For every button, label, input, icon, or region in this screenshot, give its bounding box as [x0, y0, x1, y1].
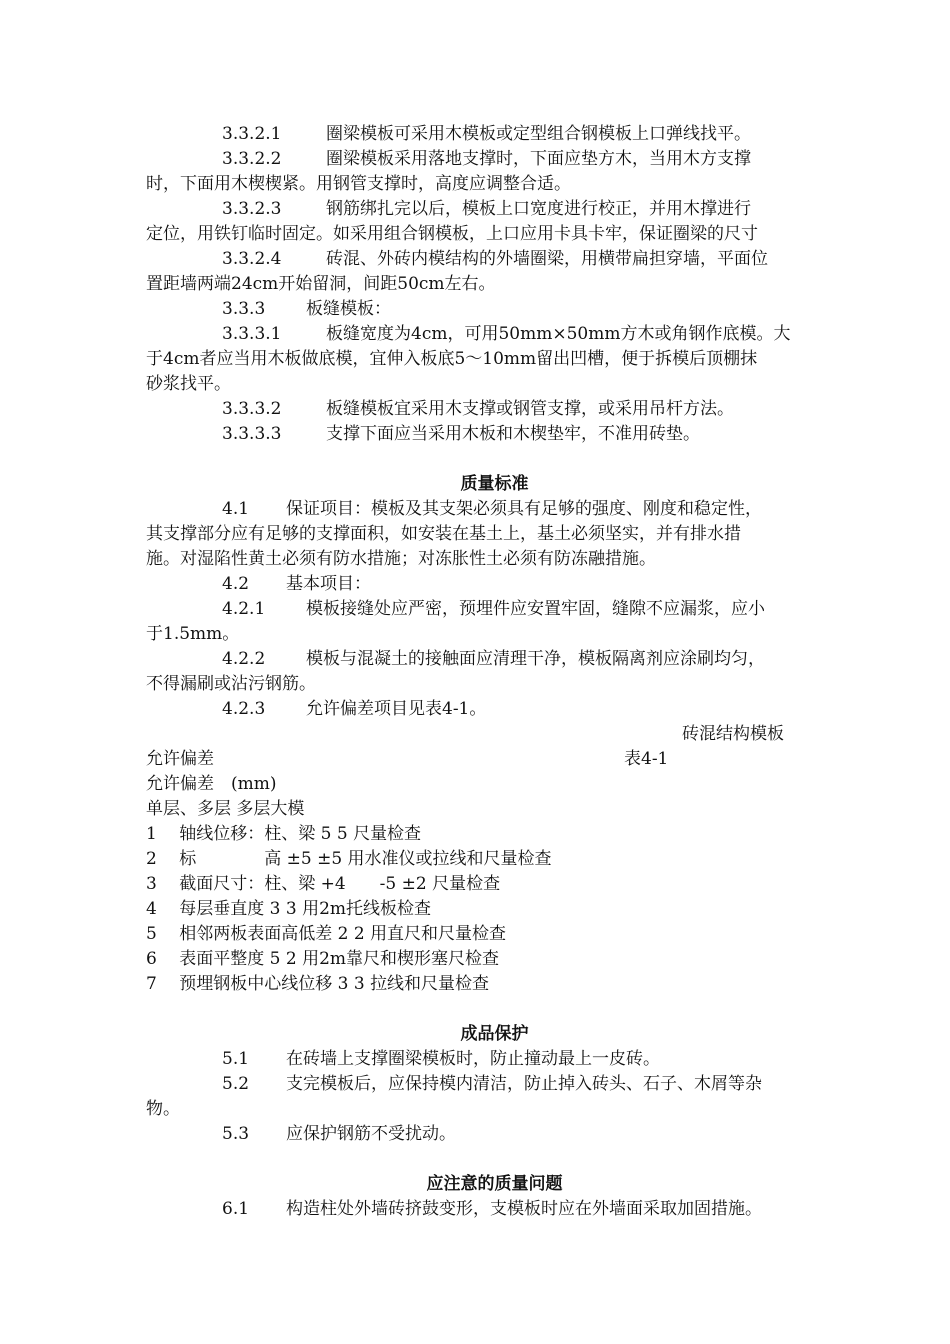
clause-number: 3.3.3.1: [222, 324, 282, 344]
table-row: 1 轴线位移：柱、梁 5 5 尺量检查: [146, 824, 422, 844]
clause-line: [146, 397, 818, 422]
clause-continuation: 于1.5mm。: [146, 624, 240, 644]
clause-continuation: 物。: [146, 1099, 180, 1119]
table-header: 允许偏差 (mm): [146, 774, 277, 794]
clause-line: [146, 1047, 818, 1072]
clause-line: [146, 647, 818, 672]
table-caption-title: 砖混结构模板: [682, 724, 784, 744]
clause-text: 板缝模板宜采用木支撑或钢管支撑，或采用吊杆方法。: [326, 399, 734, 419]
clause-text: 圈梁模板采用落地支撑时，下面应垫方木，当用木方支撑: [326, 149, 751, 169]
clause-line: [146, 497, 818, 522]
clause-number: 3.3.2.1: [222, 124, 282, 144]
section-heading: 质量标准: [460, 474, 529, 494]
clause-number: 4.2: [222, 574, 250, 594]
clause-line: [146, 1197, 818, 1222]
table-row: 6 表面平整度 5 2 用2m靠尺和楔形塞尺检查: [146, 949, 499, 969]
clause-text: 模板接缝处应严密，预埋件应安置牢固，缝隙不应漏浆，应小: [306, 599, 765, 619]
clause-number: 3.3.3.3: [222, 424, 282, 444]
clause-line: [146, 697, 818, 722]
clause-line: [146, 1122, 818, 1147]
table-caption-line: [146, 747, 818, 772]
clause-line: [146, 122, 818, 147]
clause-text: 应保护钢筋不受扰动。: [286, 1124, 456, 1144]
clause-text: 模板与混凝土的接触面应清理干净，模板隔离剂应涂刷均匀，: [306, 649, 765, 669]
clause-number: 3.3.2.4: [222, 249, 282, 269]
clause-number: 4.2.1: [222, 599, 266, 619]
clause-number: 6.1: [222, 1199, 250, 1219]
clause-text: 保证项目：模板及其支架必须具有足够的强度、刚度和稳定性，: [286, 499, 762, 519]
clause-line: [146, 572, 818, 597]
spacer: [146, 997, 818, 1022]
clause-text: 支撑下面应当采用木板和木楔垫牢，不准用砖垫。: [326, 424, 700, 444]
table-caption-left: 允许偏差: [146, 749, 214, 769]
clause-number: 3.3.3.2: [222, 399, 282, 419]
clause-continuation: 于4cm者应当用木板做底模，宜伸入板底5～10mm留出凹槽，便于拆模后顶棚抹: [146, 349, 758, 369]
clause-text: 砖混、外砖内模结构的外墙圈梁，用横带扁担穿墙，平面位: [326, 249, 768, 269]
clause-line: [146, 597, 818, 622]
clause-number: 5.1: [222, 1049, 250, 1069]
clause-number: 3.3.3: [222, 299, 266, 319]
clause-continuation: 砂浆找平。: [146, 374, 231, 394]
clause-text: 钢筋绑扎完以后，模板上口宽度进行校正，并用木撑进行: [326, 199, 751, 219]
clause-number: 4.2.3: [222, 699, 266, 719]
table-number: 表4-1: [624, 749, 669, 769]
section-heading: 成品保护: [460, 1024, 529, 1044]
spacer: [146, 447, 818, 472]
clause-continuation: 其支撑部分应有足够的支撑面积，如安装在基土上，基土必须坚实，并有排水措: [146, 524, 741, 544]
clause-line: [146, 247, 818, 272]
table-header: 单层、多层 多层大模: [146, 799, 305, 819]
table-caption-line: [146, 722, 818, 747]
clause-number: 4.2.2: [222, 649, 266, 669]
clause-continuation: 施。对湿陷性黄土必须有防水措施；对冻胀性土必须有防冻融措施。: [146, 549, 656, 569]
clause-number: 5.3: [222, 1124, 250, 1144]
clause-number: 4.1: [222, 499, 250, 519]
table-row: 3 截面尺寸：柱、梁 +4 -5 ±2 尺量检查: [146, 874, 501, 894]
clause-text: 在砖墙上支撑圈梁模板时，防止撞动最上一皮砖。: [286, 1049, 660, 1069]
clause-text: 板缝宽度为4cm，可用50mm×50mm方木或角钢作底模。大: [326, 324, 791, 344]
clause-continuation: 置距墙两端24cm开始留洞，间距50cm左右。: [146, 274, 496, 294]
table-row: 2 标 高 ±5 ±5 用水准仪或拉线和尺量检查: [146, 849, 552, 869]
document-page: [146, 122, 818, 1222]
clause-number: 3.3.2.2: [222, 149, 282, 169]
clause-line: [146, 422, 818, 447]
table-row: 7 预埋钢板中心线位移 3 3 拉线和尺量检查: [146, 974, 490, 994]
clause-line: [146, 147, 818, 172]
clause-line: [146, 197, 818, 222]
clause-continuation: 时，下面用木楔楔紧。用钢管支撑时，高度应调整合适。: [146, 174, 571, 194]
clause-text: 支完模板后，应保持模内清洁，防止掉入砖头、石子、木屑等杂: [286, 1074, 762, 1094]
section-heading: 应注意的质量问题: [426, 1174, 563, 1194]
clause-line: [146, 297, 818, 322]
clause-text: 构造柱处外墙砖挤鼓变形，支模板时应在外墙面采取加固措施。: [286, 1199, 762, 1219]
clause-continuation: 定位，用铁钉临时固定。如采用组合钢模板，上口应用卡具卡牢，保证圈梁的尺寸: [146, 224, 758, 244]
clause-line: [146, 322, 818, 347]
clause-text: 板缝模板：: [306, 299, 391, 319]
clause-number: 5.2: [222, 1074, 250, 1094]
clause-text: 允许偏差项目见表4-1。: [306, 699, 487, 719]
clause-text: 基本项目：: [286, 574, 371, 594]
table-row: 5 相邻两板表面高低差 2 2 用直尺和尺量检查: [146, 924, 507, 944]
clause-line: [146, 1072, 818, 1097]
spacer: [146, 1147, 818, 1172]
table-row: 4 每层垂直度 3 3 用2m托线板检查: [146, 899, 431, 919]
clause-number: 3.3.2.3: [222, 199, 282, 219]
clause-continuation: 不得漏刷或沾污钢筋。: [146, 674, 316, 694]
clause-text: 圈梁模板可采用木模板或定型组合钢模板上口弹线找平。: [326, 124, 751, 144]
